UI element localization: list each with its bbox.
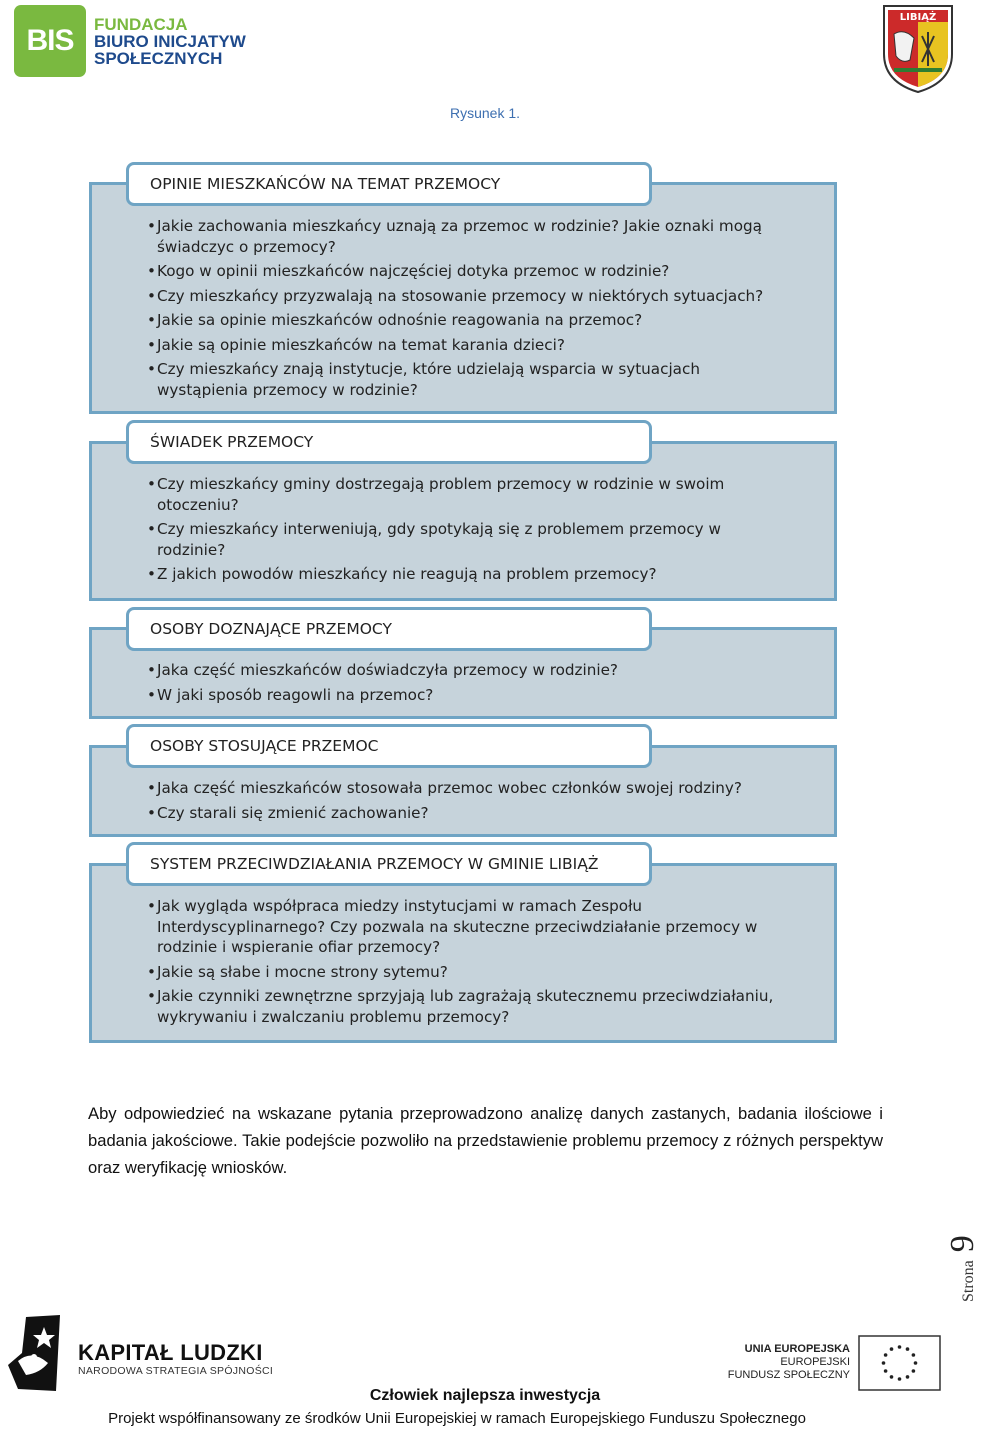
- list-item: • Jakie sa opinie mieszkańców odnośnie reagowania na przemoc?: [148, 310, 788, 331]
- bis-logo-line2: BIURO INICJATYW: [94, 31, 246, 51]
- list-item: • Czy starali się zmienić zachowanie?: [148, 803, 788, 824]
- list-item: • Czy mieszkańcy przyzwalają na stosowanie przemocy w niektórych sytuacjach?: [148, 286, 788, 307]
- list-item: • Jakie są słabe i mocne strony sytemu?: [148, 962, 788, 983]
- list-item: • Jaka część mieszkańców stosowała przemoc wobec członków swojej rodziny?: [148, 778, 788, 799]
- section-questions-opinions: [148, 216, 788, 404]
- crest-label: LIBIĄŻ: [899, 12, 937, 23]
- eu-text: [720, 1343, 850, 1382]
- kapital-ludzki-subtitle: NARODOWA STRATEGIA SPÓJNOŚCI: [78, 1365, 274, 1377]
- list-item: • Czy mieszkańcy interweniują, gdy spotykają się z problemem przemocy w rodzinie?: [148, 519, 788, 560]
- list-item: • Jakie zachowania mieszkańcy uznają za przemoc w rodzinie? Jakie oznaki mogą świadczyc o przemocy?: [148, 216, 788, 257]
- page-number-label: Strona: [960, 1260, 977, 1302]
- list-item: • Z jakich powodów mieszkańcy nie reagują na problem przemocy?: [148, 564, 788, 585]
- bis-logo-line1: FUNDACJA: [94, 14, 188, 34]
- section-title-opinions: OPINIE MIESZKAŃCÓW NA TEMAT PRZEMOCY: [126, 162, 652, 206]
- section-questions-perpetrators: [148, 778, 788, 827]
- body-paragraph: Aby odpowiedzieć na wskazane pytania przeprowadzono analizę danych zastanych, badania ilościowe i badania jakościowe. Takie podejście pozwoliło na przedstawienie problemu przemocy z różnych perspektyw oraz weryfikację wniosków.: [88, 1104, 883, 1177]
- section-title-system: SYSTEM PRZECIWDZIAŁANIA PRZEMOCY W GMINIE LIBIĄŻ: [126, 842, 652, 886]
- list-item: • W jaki sposób reagowli na przemoc?: [148, 685, 788, 706]
- section-title-perpetrators: OSOBY STOSUJĄCE PRZEMOC: [126, 724, 652, 768]
- footer-project-note: Projekt współfinansowany ze środków Unii Europejskiej w ramach Europejskiego Funduszu Społecznego: [108, 1410, 806, 1427]
- libiaz-coat-of-arms: [880, 2, 956, 94]
- page-number-value: 9: [944, 1235, 981, 1253]
- section-questions-witness: [148, 474, 788, 589]
- eu-line2: EUROPEJSKI: [780, 1356, 850, 1368]
- section-questions-victims: [148, 660, 788, 709]
- bis-logo-line3: SPOŁECZNYCH: [94, 48, 223, 68]
- list-item: • Jakie są opinie mieszkańców na temat karania dzieci?: [148, 335, 788, 356]
- eu-flag-icon: [858, 1335, 941, 1391]
- figure-caption: Rysunek 1.: [449, 105, 521, 121]
- list-item: • Czy mieszkańcy gminy dostrzegają problem przemocy w rodzinie w swoim otoczeniu?: [148, 474, 788, 515]
- section-questions-system: [148, 896, 788, 1031]
- footer-slogan: Człowiek najlepsza inwestycja: [369, 1387, 601, 1404]
- list-item: • Jak wygląda współpraca miedzy instytucjami w ramach Zespołu Interdyscyplinarnego? Czy pozwala na skuteczne przeciwdziałanie przemocy w rodzinie i wspieranie ofiar przemocy?: [148, 896, 788, 958]
- bis-foundation-logo: [14, 5, 246, 77]
- eu-line1: UNIA EUROPEJSKA: [744, 1343, 850, 1355]
- list-item: • Jakie czynniki zewnętrzne sprzyjają lub zagrażają skutecznemu przeciwdziałaniu, wykrywaniu i zwalczaniu problemu przemocy?: [148, 986, 788, 1027]
- bis-logo-text: [94, 16, 246, 67]
- list-item: • Czy mieszkańcy znają instytucje, które udzielają wsparcia w sytuacjach wystąpienia przemocy w rodzinie?: [148, 359, 788, 400]
- kapital-ludzki-title: KAPITAŁ LUDZKI: [78, 1340, 263, 1365]
- list-item: • Kogo w opinii mieszkańców najczęściej dotyka przemoc w rodzinie?: [148, 261, 788, 282]
- eu-line3: FUNDUSZ SPOŁECZNY: [727, 1369, 850, 1381]
- bis-logo-mark: BIS: [14, 5, 86, 77]
- section-title-witness: ŚWIADEK PRZEMOCY: [126, 420, 652, 464]
- list-item: • Jaka część mieszkańców doświadczyła przemocy w rodzinie?: [148, 660, 788, 681]
- page-number: [900, 1220, 981, 1310]
- section-title-victims: OSOBY DOZNAJĄCE PRZEMOCY: [126, 607, 652, 651]
